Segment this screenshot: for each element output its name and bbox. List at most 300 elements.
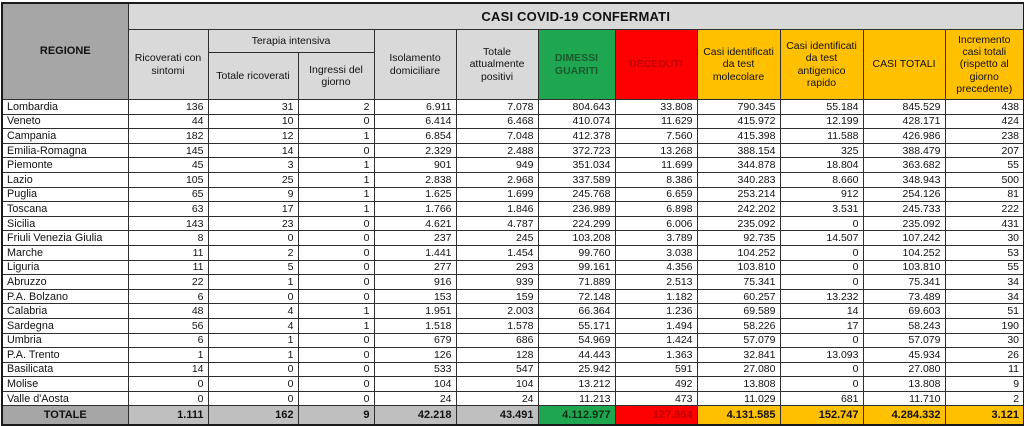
- value-cell: 1: [298, 187, 374, 202]
- value-cell: 44: [128, 114, 208, 129]
- value-cell: 143: [128, 216, 208, 231]
- value-cell: 54.969: [538, 333, 615, 348]
- value-cell: 57.079: [697, 333, 780, 348]
- value-cell: 55: [945, 158, 1024, 173]
- value-cell: 55.171: [538, 318, 615, 333]
- value-cell: 1.494: [615, 318, 697, 333]
- value-cell: 424: [945, 114, 1024, 129]
- value-cell: 591: [615, 362, 697, 377]
- value-cell: 99.161: [538, 260, 615, 275]
- value-cell: 235.092: [697, 216, 780, 231]
- value-cell: 0: [298, 143, 374, 158]
- value-cell: 293: [456, 260, 538, 275]
- region-cell: P.A. Bolzano: [2, 289, 128, 304]
- value-cell: 1: [298, 304, 374, 319]
- value-cell: 681: [780, 391, 863, 406]
- value-cell: 99.760: [538, 245, 615, 260]
- value-cell: 1: [298, 158, 374, 173]
- value-cell: 57.079: [863, 333, 945, 348]
- value-cell: 11.629: [615, 114, 697, 129]
- value-cell: 388.479: [863, 143, 945, 158]
- table-row: [2, 129, 1024, 144]
- region-cell: Campania: [2, 129, 128, 144]
- value-cell: 81: [945, 187, 1024, 202]
- value-cell: 26: [945, 348, 1024, 363]
- value-cell: 13.212: [538, 377, 615, 392]
- value-cell: 0: [298, 362, 374, 377]
- value-cell: 12: [208, 129, 298, 144]
- total-value-cell: 42.218: [374, 406, 456, 426]
- value-cell: 245.768: [538, 187, 615, 202]
- banner-row: [2, 3, 1024, 30]
- value-cell: 58.226: [697, 318, 780, 333]
- value-cell: 13.093: [780, 348, 863, 363]
- value-cell: 8.386: [615, 172, 697, 187]
- table-header: [2, 3, 1024, 100]
- value-cell: 48: [128, 304, 208, 319]
- table-row: [2, 260, 1024, 275]
- value-cell: 1.518: [374, 318, 456, 333]
- value-cell: 55.184: [780, 100, 863, 115]
- value-cell: 1.441: [374, 245, 456, 260]
- value-cell: 340.283: [697, 172, 780, 187]
- value-cell: 253.214: [697, 187, 780, 202]
- value-cell: 0: [208, 231, 298, 246]
- value-cell: 6.006: [615, 216, 697, 231]
- value-cell: 3.038: [615, 245, 697, 260]
- total-label-cell: TOTALE: [2, 406, 128, 426]
- column-header-test-molecolare: Casi identificati da test molecolare: [697, 30, 780, 100]
- value-cell: 0: [298, 260, 374, 275]
- region-cell: P.A. Trento: [2, 348, 128, 363]
- value-cell: 0: [298, 333, 374, 348]
- column-header-incremento: Incremento casi totali (rispetto al giorno precedente): [945, 30, 1024, 100]
- table-row: [2, 333, 1024, 348]
- column-header-totale-ricoverati: Totale ricoverati: [208, 53, 298, 100]
- column-header-deceduti: DECEDUTI: [615, 30, 697, 100]
- value-cell: 426.986: [863, 129, 945, 144]
- value-cell: 153: [374, 289, 456, 304]
- region-cell: Sardegna: [2, 318, 128, 333]
- value-cell: 2: [298, 100, 374, 115]
- value-cell: 159: [456, 289, 538, 304]
- value-cell: 2.488: [456, 143, 538, 158]
- value-cell: 325: [780, 143, 863, 158]
- value-cell: 845.529: [863, 100, 945, 115]
- value-cell: 13.808: [697, 377, 780, 392]
- value-cell: 33.808: [615, 100, 697, 115]
- value-cell: 224.299: [538, 216, 615, 231]
- table-row: [2, 187, 1024, 202]
- value-cell: 939: [456, 275, 538, 290]
- value-cell: 0: [298, 114, 374, 129]
- value-cell: 790.345: [697, 100, 780, 115]
- column-header-positivi: Totale attualmente positivi: [456, 30, 538, 100]
- value-cell: 1: [298, 172, 374, 187]
- value-cell: 0: [780, 275, 863, 290]
- value-cell: 1.699: [456, 187, 538, 202]
- value-cell: 236.989: [538, 202, 615, 217]
- value-cell: 25: [208, 172, 298, 187]
- value-cell: 277: [374, 260, 456, 275]
- region-cell: Lombardia: [2, 100, 128, 115]
- value-cell: 10: [208, 114, 298, 129]
- value-cell: 1: [208, 275, 298, 290]
- column-header-ingressi-giorno: Ingressi del giorno: [298, 53, 374, 100]
- value-cell: 415.972: [697, 114, 780, 129]
- value-cell: 60.257: [697, 289, 780, 304]
- value-cell: 11.588: [780, 129, 863, 144]
- value-cell: 17: [208, 202, 298, 217]
- value-cell: 0: [208, 362, 298, 377]
- region-cell: Veneto: [2, 114, 128, 129]
- value-cell: 438: [945, 100, 1024, 115]
- value-cell: 7.048: [456, 129, 538, 144]
- value-cell: 27.080: [697, 362, 780, 377]
- value-cell: 104: [374, 377, 456, 392]
- value-cell: 1.424: [615, 333, 697, 348]
- value-cell: 0: [298, 275, 374, 290]
- value-cell: 2.329: [374, 143, 456, 158]
- total-value-cell: 4.131.585: [697, 406, 780, 426]
- value-cell: 2.838: [374, 172, 456, 187]
- value-cell: 45.934: [863, 348, 945, 363]
- value-cell: 53: [945, 245, 1024, 260]
- value-cell: 11.699: [615, 158, 697, 173]
- value-cell: 1: [208, 333, 298, 348]
- value-cell: 2.968: [456, 172, 538, 187]
- value-cell: 56: [128, 318, 208, 333]
- value-cell: 245.733: [863, 202, 945, 217]
- value-cell: 4: [208, 304, 298, 319]
- value-cell: 27.080: [863, 362, 945, 377]
- value-cell: 0: [780, 377, 863, 392]
- value-cell: 69.589: [697, 304, 780, 319]
- table-row: [2, 377, 1024, 392]
- value-cell: 237: [374, 231, 456, 246]
- value-cell: 1: [298, 202, 374, 217]
- value-cell: 14: [780, 304, 863, 319]
- value-cell: 8.660: [780, 172, 863, 187]
- value-cell: 92.735: [697, 231, 780, 246]
- table-row: [2, 289, 1024, 304]
- region-cell: Abruzzo: [2, 275, 128, 290]
- value-cell: 18.804: [780, 158, 863, 173]
- value-cell: 679: [374, 333, 456, 348]
- value-cell: 2.003: [456, 304, 538, 319]
- value-cell: 75.341: [697, 275, 780, 290]
- value-cell: 533: [374, 362, 456, 377]
- region-cell: Puglia: [2, 187, 128, 202]
- value-cell: 104: [456, 377, 538, 392]
- value-cell: 103.810: [697, 260, 780, 275]
- total-value-cell: 3.121: [945, 406, 1024, 426]
- value-cell: 24: [374, 391, 456, 406]
- value-cell: 1.454: [456, 245, 538, 260]
- value-cell: 22: [128, 275, 208, 290]
- value-cell: 24: [456, 391, 538, 406]
- value-cell: 2: [208, 245, 298, 260]
- value-cell: 1: [128, 348, 208, 363]
- region-cell: Liguria: [2, 260, 128, 275]
- region-cell: Molise: [2, 377, 128, 392]
- value-cell: 7.078: [456, 100, 538, 115]
- value-cell: 0: [298, 391, 374, 406]
- value-cell: 11.710: [863, 391, 945, 406]
- value-cell: 492: [615, 377, 697, 392]
- value-cell: 104.252: [697, 245, 780, 260]
- value-cell: 6.414: [374, 114, 456, 129]
- value-cell: 0: [780, 260, 863, 275]
- value-cell: 431: [945, 216, 1024, 231]
- value-cell: 4.787: [456, 216, 538, 231]
- value-cell: 245: [456, 231, 538, 246]
- column-header-test-antigenico: Casi identificati da test antigenico rapido: [780, 30, 863, 100]
- table-row: [2, 304, 1024, 319]
- value-cell: 351.034: [538, 158, 615, 173]
- value-cell: 6.468: [456, 114, 538, 129]
- value-cell: 415.398: [697, 129, 780, 144]
- value-cell: 23: [208, 216, 298, 231]
- value-cell: 25.942: [538, 362, 615, 377]
- value-cell: 34: [945, 275, 1024, 290]
- value-cell: 0: [298, 348, 374, 363]
- value-cell: 0: [128, 391, 208, 406]
- value-cell: 1: [298, 129, 374, 144]
- region-cell: Calabria: [2, 304, 128, 319]
- value-cell: 9: [208, 187, 298, 202]
- value-cell: 55: [945, 260, 1024, 275]
- table-row: [2, 348, 1024, 363]
- value-cell: 103.810: [863, 260, 945, 275]
- column-header-casi-totali: CASI TOTALI: [863, 30, 945, 100]
- value-cell: 348.943: [863, 172, 945, 187]
- value-cell: 107.242: [863, 231, 945, 246]
- value-cell: 3.789: [615, 231, 697, 246]
- value-cell: 0: [298, 245, 374, 260]
- region-cell: Friuli Venezia Giulia: [2, 231, 128, 246]
- value-cell: 4.621: [374, 216, 456, 231]
- value-cell: 13.268: [615, 143, 697, 158]
- value-cell: 0: [780, 333, 863, 348]
- total-value-cell: 162: [208, 406, 298, 426]
- value-cell: 344.878: [697, 158, 780, 173]
- value-cell: 372.723: [538, 143, 615, 158]
- value-cell: 75.341: [863, 275, 945, 290]
- value-cell: 0: [208, 391, 298, 406]
- value-cell: 1.951: [374, 304, 456, 319]
- value-cell: 105: [128, 172, 208, 187]
- table-row: [2, 391, 1024, 406]
- column-header-terapia-intensiva: Terapia intensiva: [208, 30, 374, 53]
- value-cell: 63: [128, 202, 208, 217]
- total-row: [2, 406, 1024, 426]
- total-value-cell: 4.112.977: [538, 406, 615, 426]
- column-header-ricoverati: Ricoverati con sintomi: [128, 30, 208, 100]
- table-row: [2, 143, 1024, 158]
- value-cell: 912: [780, 187, 863, 202]
- value-cell: 337.589: [538, 172, 615, 187]
- region-cell: Piemonte: [2, 158, 128, 173]
- region-cell: Valle d'Aosta: [2, 391, 128, 406]
- value-cell: 145: [128, 143, 208, 158]
- region-cell: Lazio: [2, 172, 128, 187]
- value-cell: 66.364: [538, 304, 615, 319]
- value-cell: 32.841: [697, 348, 780, 363]
- table-row: [2, 100, 1024, 115]
- value-cell: 11: [128, 260, 208, 275]
- table-row: [2, 318, 1024, 333]
- value-cell: 1: [208, 348, 298, 363]
- value-cell: 1.236: [615, 304, 697, 319]
- value-cell: 1.846: [456, 202, 538, 217]
- value-cell: 3.531: [780, 202, 863, 217]
- value-cell: 6.898: [615, 202, 697, 217]
- value-cell: 412.378: [538, 129, 615, 144]
- value-cell: 72.148: [538, 289, 615, 304]
- value-cell: 0: [298, 377, 374, 392]
- value-cell: 8: [128, 231, 208, 246]
- value-cell: 428.171: [863, 114, 945, 129]
- value-cell: 6: [128, 333, 208, 348]
- value-cell: 13.232: [780, 289, 863, 304]
- value-cell: 31: [208, 100, 298, 115]
- value-cell: 686: [456, 333, 538, 348]
- table-row: [2, 231, 1024, 246]
- value-cell: 6.659: [615, 187, 697, 202]
- value-cell: 5: [208, 260, 298, 275]
- value-cell: 13.808: [863, 377, 945, 392]
- table-row: [2, 202, 1024, 217]
- value-cell: 1.766: [374, 202, 456, 217]
- header-row-groups: [2, 30, 1024, 53]
- region-cell: Basilicata: [2, 362, 128, 377]
- column-header-regione: REGIONE: [2, 3, 128, 100]
- value-cell: 73.489: [863, 289, 945, 304]
- value-cell: 235.092: [863, 216, 945, 231]
- region-cell: Toscana: [2, 202, 128, 217]
- value-cell: 11: [945, 362, 1024, 377]
- covid-table: [1, 2, 1024, 426]
- value-cell: 0: [208, 377, 298, 392]
- value-cell: 4: [208, 318, 298, 333]
- value-cell: 4.356: [615, 260, 697, 275]
- value-cell: 1: [298, 318, 374, 333]
- value-cell: 34: [945, 289, 1024, 304]
- value-cell: 207: [945, 143, 1024, 158]
- value-cell: 388.154: [697, 143, 780, 158]
- value-cell: 473: [615, 391, 697, 406]
- value-cell: 0: [780, 245, 863, 260]
- value-cell: 6.911: [374, 100, 456, 115]
- value-cell: 6.854: [374, 129, 456, 144]
- value-cell: 222: [945, 202, 1024, 217]
- value-cell: 65: [128, 187, 208, 202]
- value-cell: 804.643: [538, 100, 615, 115]
- column-header-dimessi-guariti: DIMESSI GUARITI: [538, 30, 615, 100]
- value-cell: 7.560: [615, 129, 697, 144]
- total-value-cell: 4.284.332: [863, 406, 945, 426]
- value-cell: 0: [780, 362, 863, 377]
- table-row: [2, 275, 1024, 290]
- value-cell: 3: [208, 158, 298, 173]
- region-cell: Marche: [2, 245, 128, 260]
- value-cell: 238: [945, 129, 1024, 144]
- value-cell: 11.213: [538, 391, 615, 406]
- value-cell: 0: [780, 216, 863, 231]
- value-cell: 30: [945, 333, 1024, 348]
- value-cell: 242.202: [697, 202, 780, 217]
- value-cell: 14: [208, 143, 298, 158]
- value-cell: 0: [208, 289, 298, 304]
- value-cell: 69.603: [863, 304, 945, 319]
- column-header-isolamento: Isolamento domiciliare: [374, 30, 456, 100]
- table-row: [2, 114, 1024, 129]
- total-value-cell: 152.747: [780, 406, 863, 426]
- value-cell: 45: [128, 158, 208, 173]
- table-row: [2, 216, 1024, 231]
- value-cell: 0: [128, 377, 208, 392]
- value-cell: 30: [945, 231, 1024, 246]
- value-cell: 128: [456, 348, 538, 363]
- table-title: CASI COVID-19 CONFERMATI: [128, 3, 1024, 30]
- value-cell: 51: [945, 304, 1024, 319]
- table-body: [2, 100, 1024, 426]
- value-cell: 190: [945, 318, 1024, 333]
- value-cell: 14.507: [780, 231, 863, 246]
- value-cell: 2: [945, 391, 1024, 406]
- value-cell: 17: [780, 318, 863, 333]
- value-cell: 0: [298, 289, 374, 304]
- value-cell: 71.889: [538, 275, 615, 290]
- value-cell: 12.199: [780, 114, 863, 129]
- value-cell: 901: [374, 158, 456, 173]
- table-row: [2, 362, 1024, 377]
- value-cell: 1.363: [615, 348, 697, 363]
- table-row: [2, 245, 1024, 260]
- value-cell: 182: [128, 129, 208, 144]
- value-cell: 136: [128, 100, 208, 115]
- total-value-cell: 43.491: [456, 406, 538, 426]
- total-value-cell: 9: [298, 406, 374, 426]
- value-cell: 11: [128, 245, 208, 260]
- value-cell: 1.578: [456, 318, 538, 333]
- value-cell: 0: [298, 216, 374, 231]
- table-row: [2, 172, 1024, 187]
- region-cell: Sicilia: [2, 216, 128, 231]
- value-cell: 11.029: [697, 391, 780, 406]
- value-cell: 1.625: [374, 187, 456, 202]
- value-cell: 410.074: [538, 114, 615, 129]
- value-cell: 0: [298, 231, 374, 246]
- region-cell: Umbria: [2, 333, 128, 348]
- value-cell: 126: [374, 348, 456, 363]
- table-row: [2, 158, 1024, 173]
- value-cell: 500: [945, 172, 1024, 187]
- value-cell: 916: [374, 275, 456, 290]
- value-cell: 949: [456, 158, 538, 173]
- value-cell: 104.252: [863, 245, 945, 260]
- total-value-cell: 1.111: [128, 406, 208, 426]
- value-cell: 254.126: [863, 187, 945, 202]
- region-cell: Emilia-Romagna: [2, 143, 128, 158]
- value-cell: 9: [945, 377, 1024, 392]
- value-cell: 14: [128, 362, 208, 377]
- value-cell: 58.243: [863, 318, 945, 333]
- value-cell: 6: [128, 289, 208, 304]
- value-cell: 44.443: [538, 348, 615, 363]
- value-cell: 1.182: [615, 289, 697, 304]
